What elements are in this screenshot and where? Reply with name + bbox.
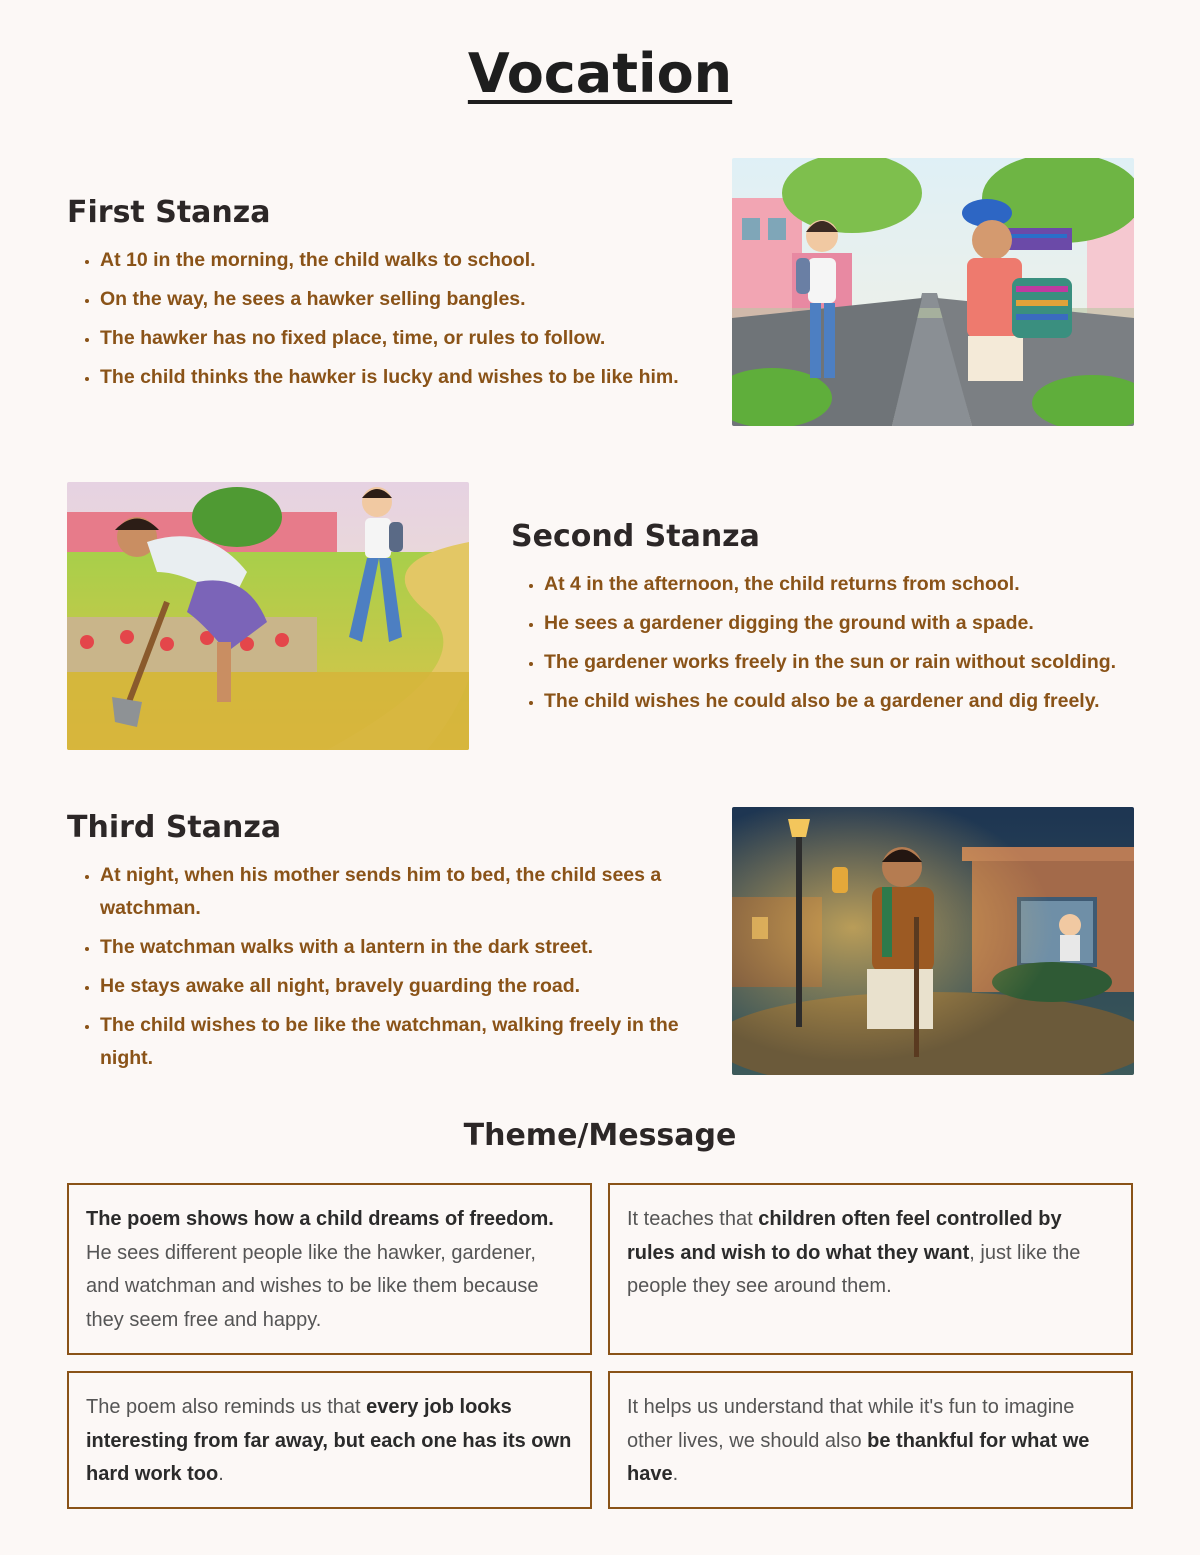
- third-stanza-heading: Third Stanza: [67, 810, 282, 845]
- list-item: • The gardener works freely in the sun or rain without scolding.: [544, 646, 1151, 679]
- hawker-illustration: [732, 158, 1134, 426]
- list-item: • The child wishes he could also be a gardener and dig freely.: [544, 685, 1151, 718]
- card-text: The poem also reminds us that: [86, 1396, 367, 1418]
- theme-card: [67, 1371, 592, 1509]
- list-item: • The child thinks the hawker is lucky and wishes to be like him.: [100, 361, 707, 394]
- list-item: • He stays awake all night, bravely guarding the road.: [100, 970, 707, 1003]
- theme-heading: Theme/Message: [463, 1118, 737, 1153]
- third-stanza-list: [67, 859, 707, 1075]
- first-stanza-heading: First Stanza: [67, 195, 271, 230]
- card-text: It teaches that: [627, 1208, 759, 1230]
- watchman-illustration: [732, 807, 1134, 1075]
- card-text: , just like the people they see around them.: [627, 1241, 1081, 1297]
- first-stanza-list: [67, 244, 707, 394]
- card-text: .: [218, 1463, 224, 1485]
- list-item: • The child wishes to be like the watchman, walking freely in the night.: [100, 1009, 707, 1075]
- list-item: • He sees a gardener digging the ground with a spade.: [544, 607, 1151, 640]
- list-item: • At night, when his mother sends him to bed, the child sees a watchman.: [100, 859, 707, 925]
- first-stanza-section: [67, 195, 707, 400]
- gardener-illustration: [67, 482, 469, 750]
- card-text: He sees different people like the hawker, gardener, and watchman and wishes to be like them because they seem free and happy.: [86, 1241, 539, 1331]
- card-bold-text: every job looks interesting from far away, but each one has its own hard work too: [86, 1396, 572, 1485]
- card-bold-text: The poem shows how a child dreams of freedom.: [86, 1208, 554, 1230]
- second-stanza-heading: Second Stanza: [511, 519, 760, 554]
- list-item: • At 4 in the afternoon, the child returns from school.: [544, 568, 1151, 601]
- card-bold-text: be thankful for what we have: [627, 1429, 1090, 1485]
- card-text: .: [672, 1463, 679, 1485]
- second-stanza-section: [511, 519, 1151, 724]
- list-item: • On the way, he sees a hawker selling bangles.: [100, 283, 707, 316]
- third-stanza-section: [67, 810, 707, 1081]
- card-text: It helps us understand that while it's fun to imagine other lives, we should also: [627, 1396, 1075, 1452]
- page-title: Vocation: [467, 42, 733, 105]
- list-item: • The watchman walks with a lantern in the dark street.: [100, 931, 707, 964]
- theme-card: [67, 1183, 592, 1355]
- list-item: • At 10 in the morning, the child walks to school.: [100, 244, 707, 277]
- list-item: • The hawker has no fixed place, time, or rules to follow.: [100, 322, 707, 355]
- theme-card: [608, 1183, 1133, 1355]
- second-stanza-list: [511, 568, 1151, 718]
- theme-card: [608, 1371, 1133, 1509]
- card-bold-text: children often feel controlled by rules and wish to do what they want: [627, 1208, 1062, 1264]
